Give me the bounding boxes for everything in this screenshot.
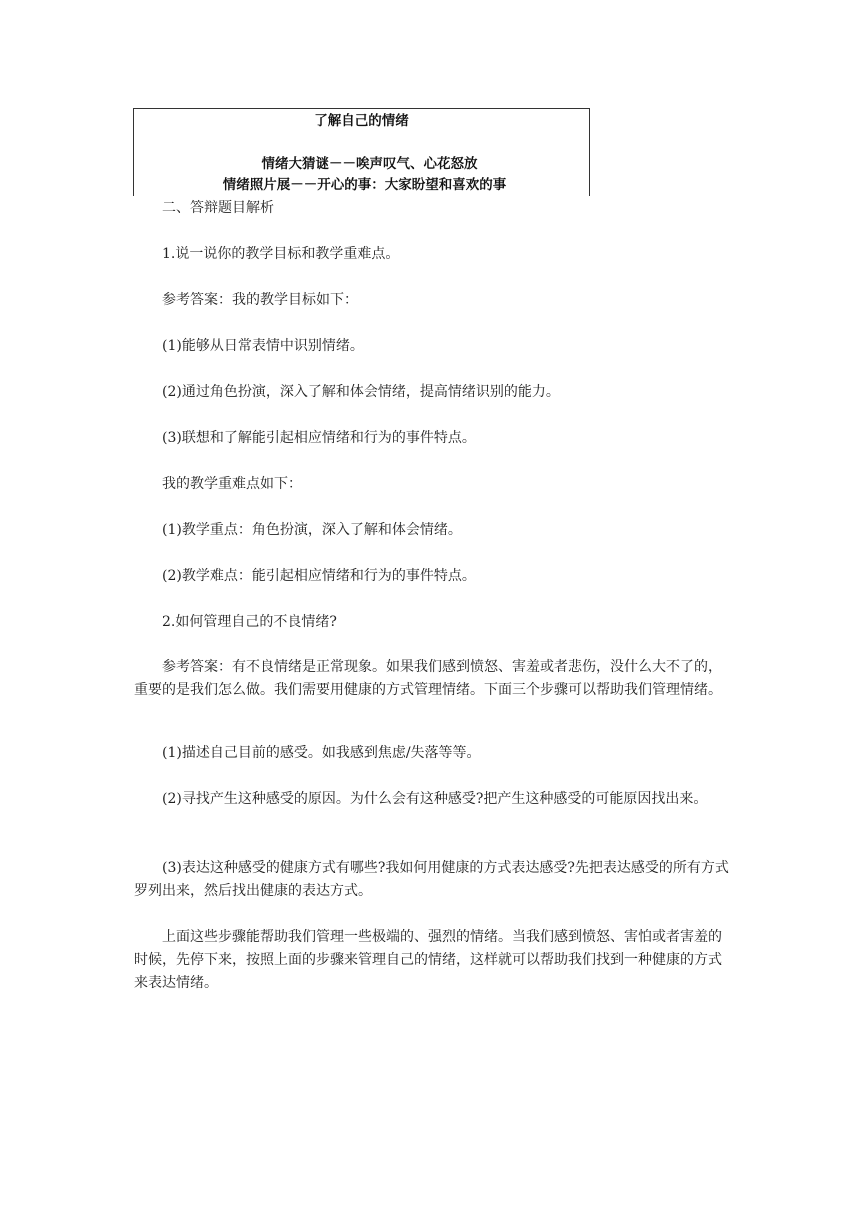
lesson-content-box bbox=[133, 108, 590, 196]
step-item: (1)描述自己目前的感受。如我感到焦虑/失落等等。 bbox=[162, 745, 481, 761]
question-2: 2.如何管理自己的不良情绪? bbox=[162, 614, 337, 630]
goal-item: (2)通过角色扮演，深入了解和体会情绪，提高情绪识别的能力。 bbox=[162, 384, 560, 400]
section-heading: 二、答辩题目解析 bbox=[162, 200, 274, 216]
box-title: 了解自己的情绪 bbox=[314, 113, 409, 129]
box-line-photo-show: 情绪照片展－－开心的事：大家盼望和喜欢的事 bbox=[222, 177, 507, 193]
goal-item: (3)联想和了解能引起相应情绪和行为的事件特点。 bbox=[162, 430, 476, 446]
step-item: (3)表达这种感受的健康方式有哪些?我如何用健康的方式表达感受?先把表达感受的所有方式罗列出来，然后找出健康的表达方式。 bbox=[134, 860, 729, 899]
box-line-guessing-game: 情绪大猜谜－－唉声叹气、心花怒放 bbox=[261, 156, 478, 172]
key-point-item: (2)教学难点：能引起相应情绪和行为的事件特点。 bbox=[162, 568, 476, 584]
question-1: 1.说一说你的教学目标和教学重难点。 bbox=[162, 246, 400, 262]
key-point-item: (1)教学重点：角色扮演，深入了解和体会情绪。 bbox=[162, 522, 462, 538]
step-item: (2)寻找产生这种感受的原因。为什么会有这种感受?把产生这种感受的可能原因找出来。 bbox=[162, 791, 708, 807]
key-points-label: 我的教学重难点如下： bbox=[162, 476, 302, 492]
answer-paragraph: 参考答案：有不良情绪是正常现象。如果我们感到愤怒、害羞或者悲伤，没什么大不了的，重要的是我们怎么做。我们需要用健康的方式管理情绪。下面三个步骤可以帮助我们管理情绪。 bbox=[134, 659, 722, 698]
goal-item: (1)能够从日常表情中识别情绪。 bbox=[162, 338, 364, 354]
summary-paragraph: 上面这些步骤能帮助我们管理一些极端的、强烈的情绪。当我们感到愤怒、害怕或者害羞的时候，先停下来，按照上面的步骤来管理自己的情绪，这样就可以帮助我们找到一种健康的方式来表达情绪。 bbox=[134, 929, 722, 991]
answer-label: 参考答案：我的教学目标如下： bbox=[162, 292, 358, 308]
